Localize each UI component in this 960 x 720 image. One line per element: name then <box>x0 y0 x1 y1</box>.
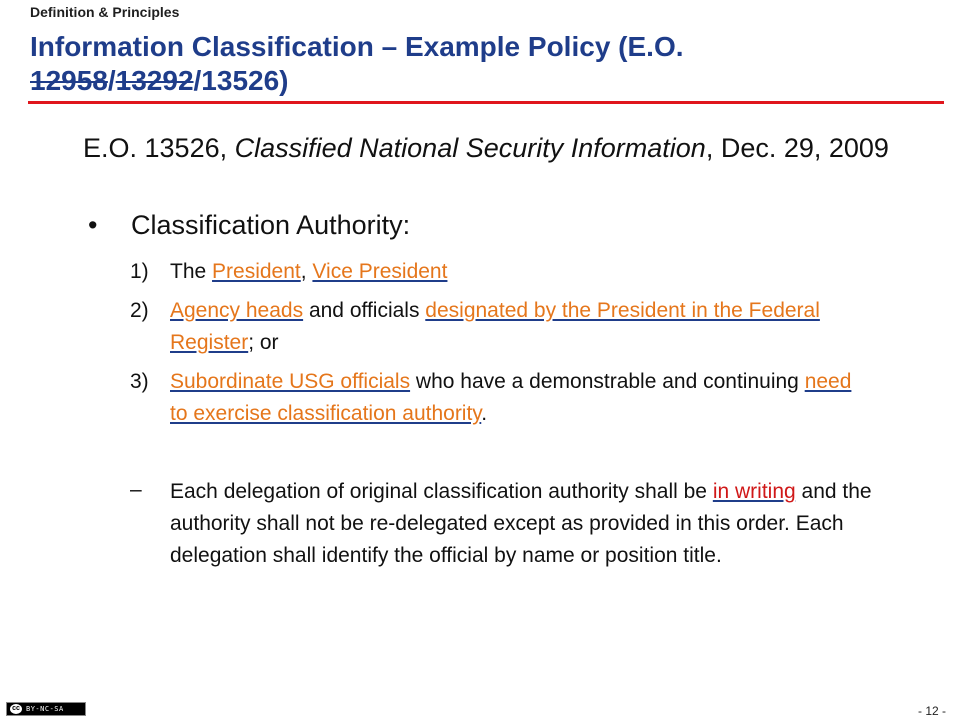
link-federal-register[interactable]: designated by the President in the Federal Register <box>170 299 820 354</box>
section-label: Definition & Principles <box>30 4 180 20</box>
title-struck-eo-12958: 12958 <box>30 65 108 96</box>
page-number: - 12 - <box>917 704 946 718</box>
eo-date: , Dec. 29, 2009 <box>705 133 889 163</box>
item-text-end: . <box>481 402 488 425</box>
page-title <box>30 30 930 98</box>
title-text: Information Classification – Example Policy (E.O. <box>30 31 684 62</box>
delegation-text: Each delegation of original classification authority shall be <box>170 480 713 503</box>
license-text: BY-NC-SA <box>26 705 64 713</box>
item-separator: , <box>300 260 313 283</box>
item-text: The <box>170 260 213 283</box>
title-tail: /13526) <box>193 65 289 96</box>
link-president[interactable]: President <box>212 260 301 283</box>
list-item <box>170 366 860 430</box>
eo-name: Classified National Security Information <box>234 133 706 163</box>
bullet-icon: • <box>88 210 98 240</box>
title-separator: / <box>107 65 116 96</box>
link-subordinate-officials[interactable]: Subordinate USG officials <box>170 370 411 393</box>
eo-prefix: E.O. 13526, <box>83 133 235 163</box>
item-number: 2) <box>130 299 149 322</box>
item-text: and officials <box>303 299 426 322</box>
link-need-to-exercise[interactable]: need to exercise classification authority <box>170 370 852 425</box>
link-agency-heads[interactable]: Agency heads <box>170 299 304 322</box>
item-text-end: ; or <box>248 331 279 354</box>
title-divider <box>28 101 944 104</box>
list-item <box>170 256 890 288</box>
item-number: 3) <box>130 370 149 393</box>
creative-commons-icon: cc <box>10 704 22 714</box>
dash-marker: – <box>130 478 142 501</box>
executive-order-heading <box>83 128 943 168</box>
delegation-text-end: and the authority shall not be re-delegated except as provided in this order. Each delegation shall identify the official by name or position title. <box>170 480 872 567</box>
title-struck-eo-13292: 13292 <box>115 65 194 96</box>
list-item <box>170 295 870 359</box>
link-in-writing[interactable]: in writing <box>712 480 796 503</box>
delegation-paragraph <box>170 476 890 572</box>
license-badge[interactable] <box>6 702 86 716</box>
item-number: 1) <box>130 260 149 283</box>
item-text: who have a demonstrable and continuing <box>410 370 805 393</box>
link-vice-president[interactable]: Vice President <box>312 260 448 283</box>
authority-heading: Classification Authority: <box>131 210 411 240</box>
